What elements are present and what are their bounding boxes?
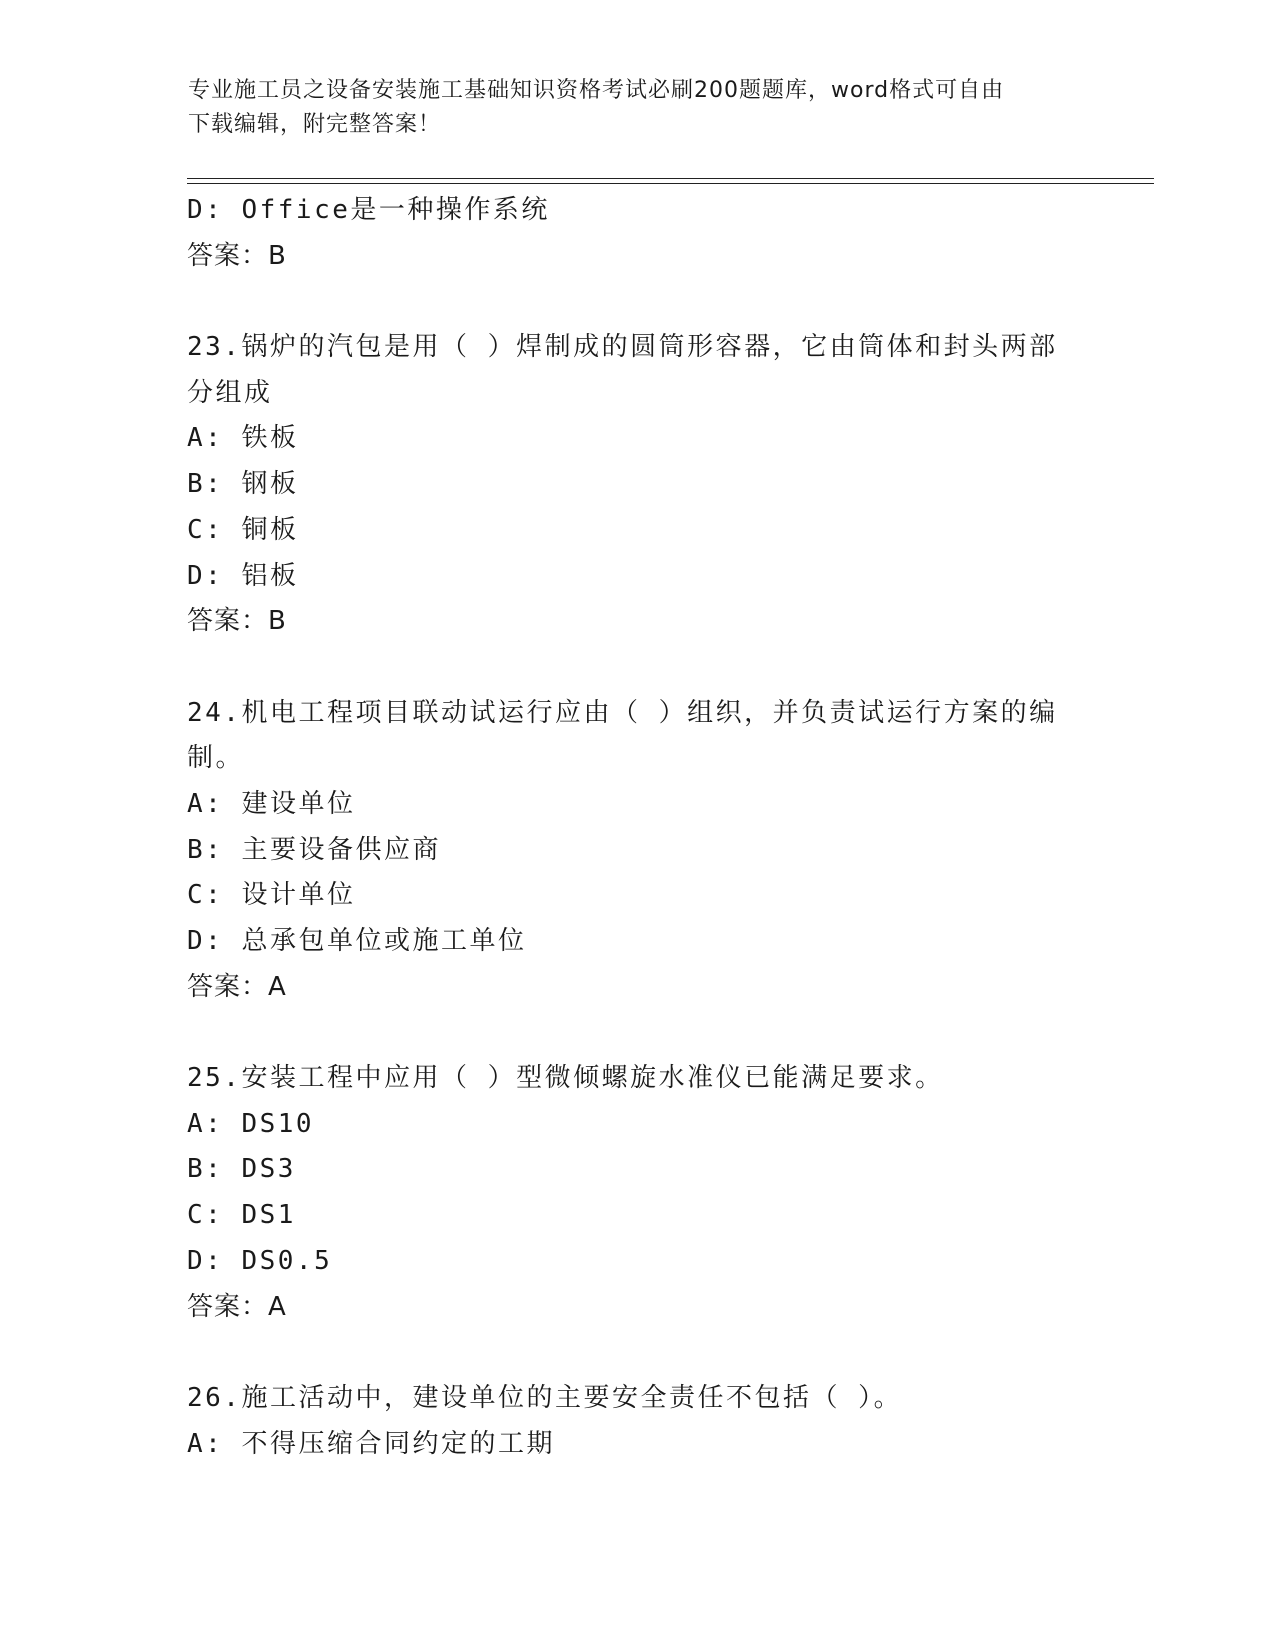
block-spacer: [187, 279, 1087, 325]
option-line: C: 设计单位: [187, 880, 356, 911]
option-line: D: 总承包单位或施工单位: [187, 926, 527, 956]
option-line: D: Office是一种操作系统: [187, 195, 550, 225]
header-divider-bottom: [187, 183, 1154, 184]
option-line: B: DS3: [187, 1154, 296, 1185]
option-line: C: 铜板: [187, 514, 299, 545]
question-text: 26.施工活动中，建设单位的主要安全责任不包括（ ）。: [187, 1382, 903, 1413]
option-line: D: 铝板: [187, 560, 299, 591]
block-spacer: [187, 1010, 1087, 1056]
answer-line: 答案：B: [187, 240, 287, 271]
option-line: B: 主要设备供应商: [187, 834, 441, 865]
question-text: 分组成: [187, 377, 273, 408]
option-line: D: DS0.5: [187, 1245, 333, 1276]
option-line: A: 建设单位: [187, 788, 356, 819]
option-line: A: 铁板: [187, 423, 299, 454]
question-text: 23.锅炉的汽包是用（ ）焊制成的圆筒形容器，它由筒体和封头两部: [187, 332, 1058, 363]
page-header: [188, 74, 1088, 142]
block-spacer: [187, 645, 1087, 691]
block-spacer: [187, 1330, 1087, 1376]
option-line: A: DS10: [187, 1108, 315, 1139]
option-line: B: 钢板: [187, 469, 299, 500]
answer-line: 答案：A: [187, 1291, 287, 1322]
header-title-line-2: 下载编辑，附完整答案！: [188, 112, 442, 137]
option-line: C: DS1: [187, 1200, 296, 1231]
question-text: 制。: [187, 743, 245, 774]
question-text: 25.安装工程中应用（ ）型微倾螺旋水准仪已能满足要求。: [187, 1063, 944, 1094]
header-divider-top: [187, 178, 1154, 179]
option-line: A: 不得压缩合同约定的工期: [187, 1428, 555, 1459]
answer-line: 答案：B: [187, 606, 287, 637]
question-list: [187, 188, 1087, 1467]
question-text: 24.机电工程项目联动试运行应由（ ）组织，并负责试运行方案的编: [187, 697, 1058, 728]
answer-line: 答案：A: [187, 971, 287, 1002]
header-title-line-1: 专业施工员之设备安装施工基础知识资格考试必刷200题题库，word格式可自由: [188, 78, 1005, 103]
